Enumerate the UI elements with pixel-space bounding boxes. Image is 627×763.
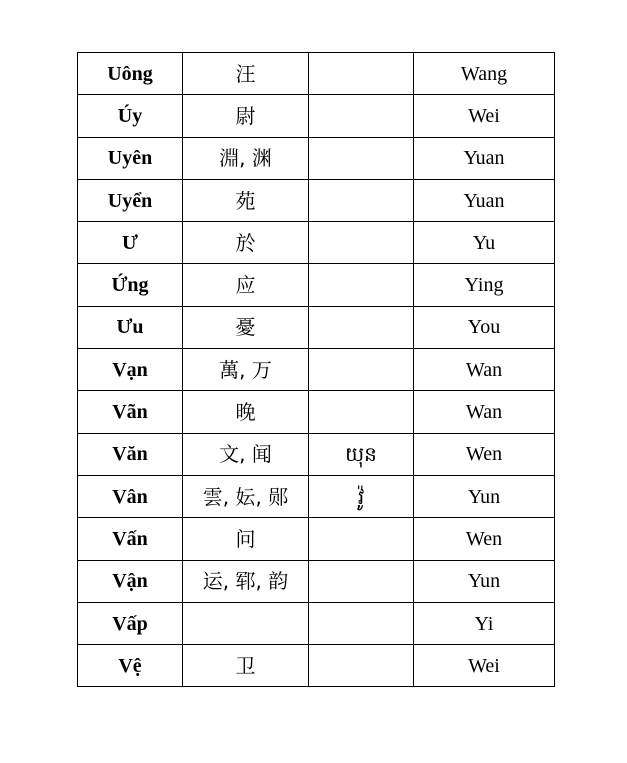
chinese-character-cell: 文, 闻 <box>183 433 309 475</box>
pinyin-cell: Yun <box>414 560 555 602</box>
pinyin-cell: Yun <box>414 475 555 517</box>
chinese-character-cell: 尉 <box>183 95 309 137</box>
chinese-character-cell: 淵, 渊 <box>183 137 309 179</box>
table-row <box>78 222 555 264</box>
table-row <box>78 349 555 391</box>
khmer-script-cell <box>309 53 414 95</box>
pinyin-cell: Wang <box>414 53 555 95</box>
vietnamese-name-cell: Uyên <box>78 137 183 179</box>
table-row <box>78 391 555 433</box>
table-row <box>78 475 555 517</box>
pinyin-cell: Ying <box>414 264 555 306</box>
chinese-character-cell: 运, 郓, 韵 <box>183 560 309 602</box>
khmer-script-cell <box>309 645 414 687</box>
vietnamese-name-cell: Ưu <box>78 306 183 348</box>
vietnamese-name-cell: Vân <box>78 475 183 517</box>
vietnamese-name-cell: Vận <box>78 560 183 602</box>
pinyin-cell: Wen <box>414 433 555 475</box>
table-row <box>78 137 555 179</box>
vietnamese-name-cell: Vãn <box>78 391 183 433</box>
vietnamese-name-cell: Ứng <box>78 264 183 306</box>
pinyin-cell: Yuan <box>414 137 555 179</box>
vietnamese-name-cell: Úy <box>78 95 183 137</box>
table-row <box>78 518 555 560</box>
table-row <box>78 645 555 687</box>
khmer-script-cell <box>309 306 414 348</box>
vietnamese-name-cell: Uông <box>78 53 183 95</box>
khmer-script-cell <box>309 349 414 391</box>
pinyin-cell: Wen <box>414 518 555 560</box>
khmer-script-cell <box>309 391 414 433</box>
chinese-character-cell: 问 <box>183 518 309 560</box>
table-row <box>78 306 555 348</box>
khmer-script-cell <box>309 602 414 644</box>
vietnamese-name-cell: Ư <box>78 222 183 264</box>
table-row <box>78 602 555 644</box>
pinyin-cell: Yuan <box>414 179 555 221</box>
table-row <box>78 179 555 221</box>
chinese-character-cell: 晚 <box>183 391 309 433</box>
chinese-character-cell: 雲, 妘, 郧 <box>183 475 309 517</box>
vietnamese-name-cell: Văn <box>78 433 183 475</box>
khmer-script-cell <box>309 560 414 602</box>
chinese-character-cell: 卫 <box>183 645 309 687</box>
pinyin-cell: Wan <box>414 349 555 391</box>
chinese-character-cell: 萬, 万 <box>183 349 309 391</box>
table-row <box>78 433 555 475</box>
chinese-character-cell: 汪 <box>183 53 309 95</box>
vietnamese-name-cell: Uyển <box>78 179 183 221</box>
vietnamese-name-cell: Vấp <box>78 602 183 644</box>
pinyin-cell: Wei <box>414 645 555 687</box>
vietnamese-name-cell: Vấn <box>78 518 183 560</box>
chinese-character-cell: 应 <box>183 264 309 306</box>
chinese-character-cell: 憂 <box>183 306 309 348</box>
khmer-script-cell <box>309 179 414 221</box>
pinyin-cell: You <box>414 306 555 348</box>
chinese-character-cell <box>183 602 309 644</box>
pinyin-cell: Wan <box>414 391 555 433</box>
chinese-character-cell: 苑 <box>183 179 309 221</box>
pinyin-cell: Yu <box>414 222 555 264</box>
name-correspondence-table <box>77 52 555 687</box>
khmer-script-cell: យុន <box>309 433 414 475</box>
table-row <box>78 264 555 306</box>
table-row <box>78 95 555 137</box>
khmer-script-cell <box>309 518 414 560</box>
khmer-script-cell <box>309 222 414 264</box>
table-row <box>78 560 555 602</box>
khmer-script-cell <box>309 264 414 306</box>
khmer-script-cell: វ៉ូ <box>309 475 414 517</box>
pinyin-cell: Yi <box>414 602 555 644</box>
pinyin-cell: Wei <box>414 95 555 137</box>
vietnamese-name-cell: Vệ <box>78 645 183 687</box>
table-body <box>78 53 555 687</box>
khmer-script-cell <box>309 137 414 179</box>
table-row <box>78 53 555 95</box>
chinese-character-cell: 於 <box>183 222 309 264</box>
khmer-script-cell <box>309 95 414 137</box>
vietnamese-name-cell: Vạn <box>78 349 183 391</box>
